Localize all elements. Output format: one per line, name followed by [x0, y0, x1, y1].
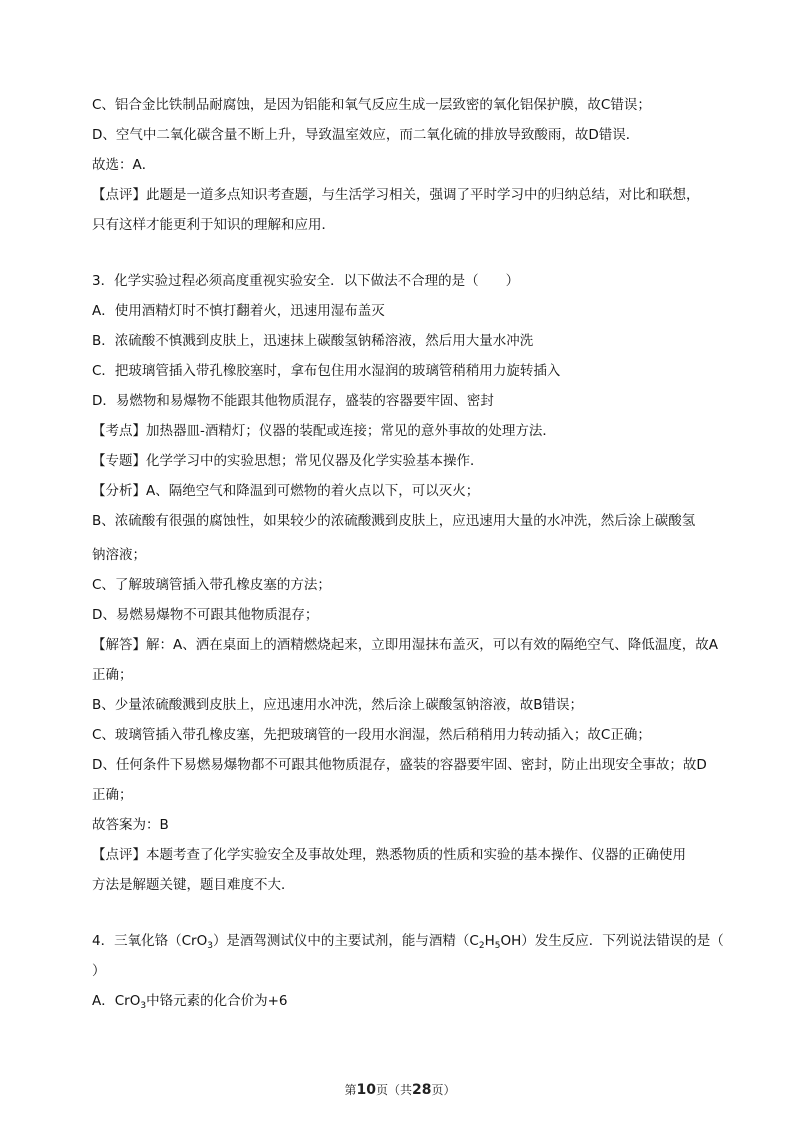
q4-text: H	[484, 933, 495, 949]
dianping-line: 方法是解题关键，题目难度不大．	[92, 877, 295, 893]
question-4-stem-cont: ）	[92, 963, 106, 979]
total-page-number: 28	[412, 1082, 432, 1098]
page-footer	[0, 1081, 800, 1098]
jieda-line: 正确；	[92, 787, 133, 803]
kaodian-line: 【考点】加热器皿-酒精灯；仪器的装配或连接；常见的意外事故的处理方法．	[92, 423, 556, 439]
dianping-line: 【点评】本题考查了化学实验安全及事故处理，熟悉物质的性质和实验的基本操作、仪器的正确使用	[92, 847, 686, 863]
comment-line: 【点评】此题是一道多点知识考查题，与生活学习相关，强调了平时学习中的归纳总结，对比和联想，	[92, 187, 700, 203]
jieda-line: D、任何条件下易燃易爆物都不可跟其他物质混存，盛装的容器要牢固、密封，防止出现安全事故；故D	[92, 757, 707, 773]
text-line: 故选：A．	[92, 157, 156, 173]
footer-text: 第	[344, 1083, 357, 1097]
jieda-line: B、少量浓硫酸溅到皮肤上，应迅速用水冲洗，然后涂上碳酸氢钠溶液，故B错误；	[92, 697, 584, 713]
comment-line: 只有这样才能更利于知识的理解和应用．	[92, 217, 335, 233]
text-line: C、铝合金比铁制品耐腐蚀，是因为铝能和氧气反应生成一层致密的氧化铝保护膜，故C错误；	[92, 97, 651, 113]
subscript: 5	[494, 941, 501, 951]
current-page-number: 10	[356, 1082, 376, 1098]
zhuanti-line: 【专题】化学学习中的实验思想；常见仪器及化学实验基本操作．	[92, 453, 484, 469]
text-line: D、空气中二氧化碳含量不断上升，导致温室效应，而二氧化硫的排放导致酸雨，故D错误．	[92, 127, 640, 143]
subscript: 3	[207, 941, 213, 951]
fenxi-line: 【分析】A、隔绝空气和降温到可燃物的着火点以下，可以灭火；	[92, 483, 480, 499]
question-4-stem	[92, 931, 724, 951]
q4-option-text: A．CrO	[92, 993, 141, 1009]
question-3-option-c: C．把玻璃管插入带孔橡胶塞时，拿布包住用水湿润的玻璃管稍稍用力旋转插入	[92, 363, 561, 379]
q4-option-text: 中铬元素的化合价为+6	[146, 993, 288, 1009]
jieda-line: 【解答】解：A、洒在桌面上的酒精燃烧起来，立即用湿抹布盖灭，可以有效的隔绝空气、降低温度，故A	[92, 637, 718, 653]
question-3-option-d: D．易燃物和易爆物不能跟其他物质混存，盛装的容器要牢固、密封	[92, 393, 494, 409]
q4-text: OH）发生反应．下列说法错误的是（	[500, 933, 724, 949]
subscript: 3	[140, 1001, 147, 1011]
document-page	[92, 95, 724, 1011]
subscript: 2	[478, 941, 485, 951]
question-3-stem: 3．化学实验过程必须高度重视实验安全．以下做法不合理的是（ ）	[92, 273, 520, 289]
answer-line: 故答案为：B	[92, 817, 169, 833]
fenxi-line: C、了解玻璃管插入带孔橡皮塞的方法；	[92, 577, 331, 593]
fenxi-line: 钠溶液；	[92, 547, 146, 563]
question-4-option-a	[92, 991, 714, 1011]
footer-text: 页（共	[375, 1083, 412, 1097]
footer-text: 页）	[431, 1083, 456, 1097]
fenxi-line: B、浓硫酸有很强的腐蚀性，如果较少的浓硫酸溅到皮肤上，应迅速用大量的水冲洗，然后涂上碳酸氢	[92, 513, 696, 529]
q4-text: 4．三氧化铬（CrO	[92, 933, 208, 949]
fenxi-line: D、易燃易爆物不可跟其他物质混存；	[92, 607, 319, 623]
jieda-line: C、玻璃管插入带孔橡皮塞，先把玻璃管的一段用水润湿，然后稍稍用力转动插入；故C正确；	[92, 727, 651, 743]
question-3-option-a: A．使用酒精灯时不慎打翻着火，迅速用湿布盖灭	[92, 303, 385, 319]
q4-text: ）是酒驾测试仪中的主要试剂，能与酒精（C	[212, 933, 479, 949]
question-3-option-b: B．浓硫酸不慎溅到皮肤上，迅速抹上碳酸氢钠稀溶液，然后用大量水冲洗	[92, 333, 534, 349]
jieda-line: 正确；	[92, 667, 133, 683]
